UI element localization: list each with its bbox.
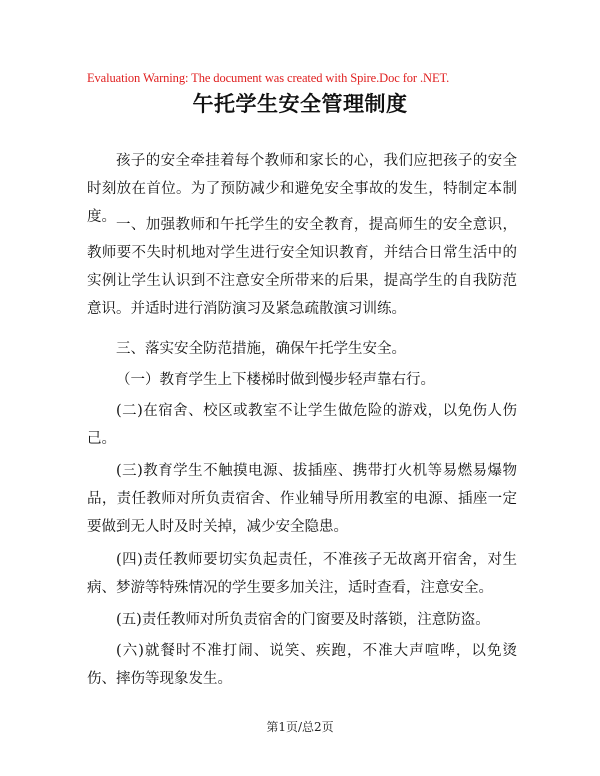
evaluation-warning: Evaluation Warning: The document was created with Spire.Doc for .NET. <box>87 71 450 85</box>
section-three-heading: 三、落实安全防范措施，确保午托学生安全。 <box>116 341 406 357</box>
section-one-paragraph: 一、加强教师和午托学生的安全教育，提高师生的安全意识，教师要不失时机地对学生进行安全知识教育，并结合日常生活中的实例让学生认识到不注意安全所带来的后果，提高学生的自我防范意识。并适时进行消防演习及紧急疏散演习训练。 <box>87 217 517 317</box>
page-title: 午托学生安全管理制度 <box>192 91 408 116</box>
rule-item-3: (三)教育学生不触摸电源、拔插座、携带打火机等易燃易爆物品，责任教师对所负责宿舍、作业辅导所用教室的电源、插座一定要做到无人时及时关掉，减少安全隐患。 <box>87 463 517 535</box>
page-number-footer: 第1页/总2页 <box>266 720 334 734</box>
rule-item-5: (五)责任教师对所负责宿舍的门窗要及时落锁，注意防盗。 <box>116 612 490 628</box>
rule-item-6: (六)就餐时不准打闹、说笑、疾跑，不准大声喧哗，以免烫伤、摔伤等现象发生。 <box>87 643 517 687</box>
rule-item-2: (二)在宿舍、校区或教室不让学生做危险的游戏，以免伤人伤己。 <box>87 403 517 447</box>
intro-paragraph: 孩子的安全牵挂着每个教师和家长的心，我们应把孩子的安全时刻放在首位。为了预防减少和避免安全事故的发生，特制定本制度。 <box>87 153 517 225</box>
rule-item-4: (四)责任教师要切实负起责任，不准孩子无故离开宿舍，对生病、梦游等特殊情况的学生要多加关注，适时查看，注意安全。 <box>87 552 517 596</box>
rule-item-1: （一）教育学生上下楼梯时做到慢步轻声靠右行。 <box>116 372 435 388</box>
